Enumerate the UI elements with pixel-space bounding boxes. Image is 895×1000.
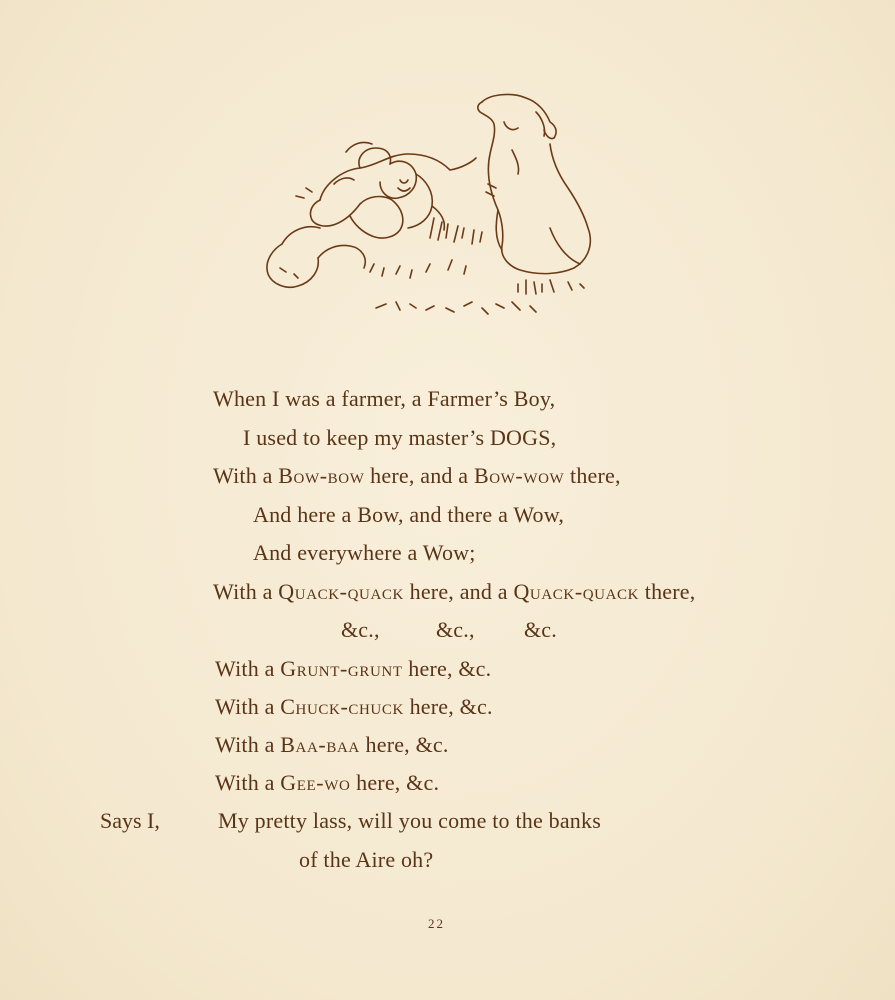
- verse-line-9: [215, 694, 493, 720]
- dogs-illustration-icon: [250, 88, 610, 328]
- verse-line-2: I used to keep my master’s DOGS,: [243, 425, 557, 450]
- verse-sound: Chuck-chuck: [280, 694, 404, 719]
- verse-text: With a: [215, 656, 281, 681]
- verse-line-4: And here a Bow, and there a Wow,: [253, 502, 565, 527]
- page-number: 22: [428, 916, 445, 931]
- verse-line-11: [215, 770, 439, 796]
- verse-line-12: My pretty lass, will you come to the banks: [218, 808, 601, 833]
- verse-text: here, &c.: [350, 770, 440, 795]
- verse-text: here, &c.: [403, 694, 493, 719]
- verse-text: With a: [213, 579, 279, 604]
- verse-line-6: [213, 579, 695, 605]
- verse-sound: Baa-baa: [280, 732, 360, 757]
- verse-line-3: [213, 463, 621, 489]
- verse-sound: Bow-wow: [473, 463, 565, 488]
- verse-text: there,: [639, 579, 696, 604]
- verse-sound: Grunt-grunt: [280, 656, 403, 681]
- verse-text: With a: [213, 463, 279, 488]
- verse-line-1: When I was a farmer, a Farmer’s Boy,: [213, 386, 556, 411]
- etc-2: &c.,: [436, 617, 475, 642]
- verse-text: there,: [564, 463, 621, 488]
- verse-text: here, and a: [403, 579, 514, 604]
- verse-line-5: And everywhere a Wow;: [253, 540, 476, 565]
- verse-sound: Gee-wo: [280, 770, 351, 795]
- verse-sound: Quack-quack: [278, 579, 404, 604]
- verse-text: here, and a: [364, 463, 474, 488]
- verse-line-13: of the Aire oh?: [299, 847, 434, 872]
- verse-line-8: [215, 656, 491, 682]
- etc-1: &c.,: [341, 617, 380, 642]
- verse-sound: Bow-bow: [278, 463, 365, 488]
- verse-text: With a: [215, 732, 281, 757]
- etc-3: &c.: [524, 617, 557, 642]
- verse-text: here, &c.: [359, 732, 449, 757]
- verse-text: here, &c.: [402, 656, 492, 681]
- verse-line-10: [215, 732, 449, 758]
- verse-text: With a: [215, 694, 281, 719]
- speaker-label: Says I,: [100, 808, 160, 833]
- verse-text: With a: [215, 770, 281, 795]
- verse-sound: Quack-quack: [513, 579, 640, 604]
